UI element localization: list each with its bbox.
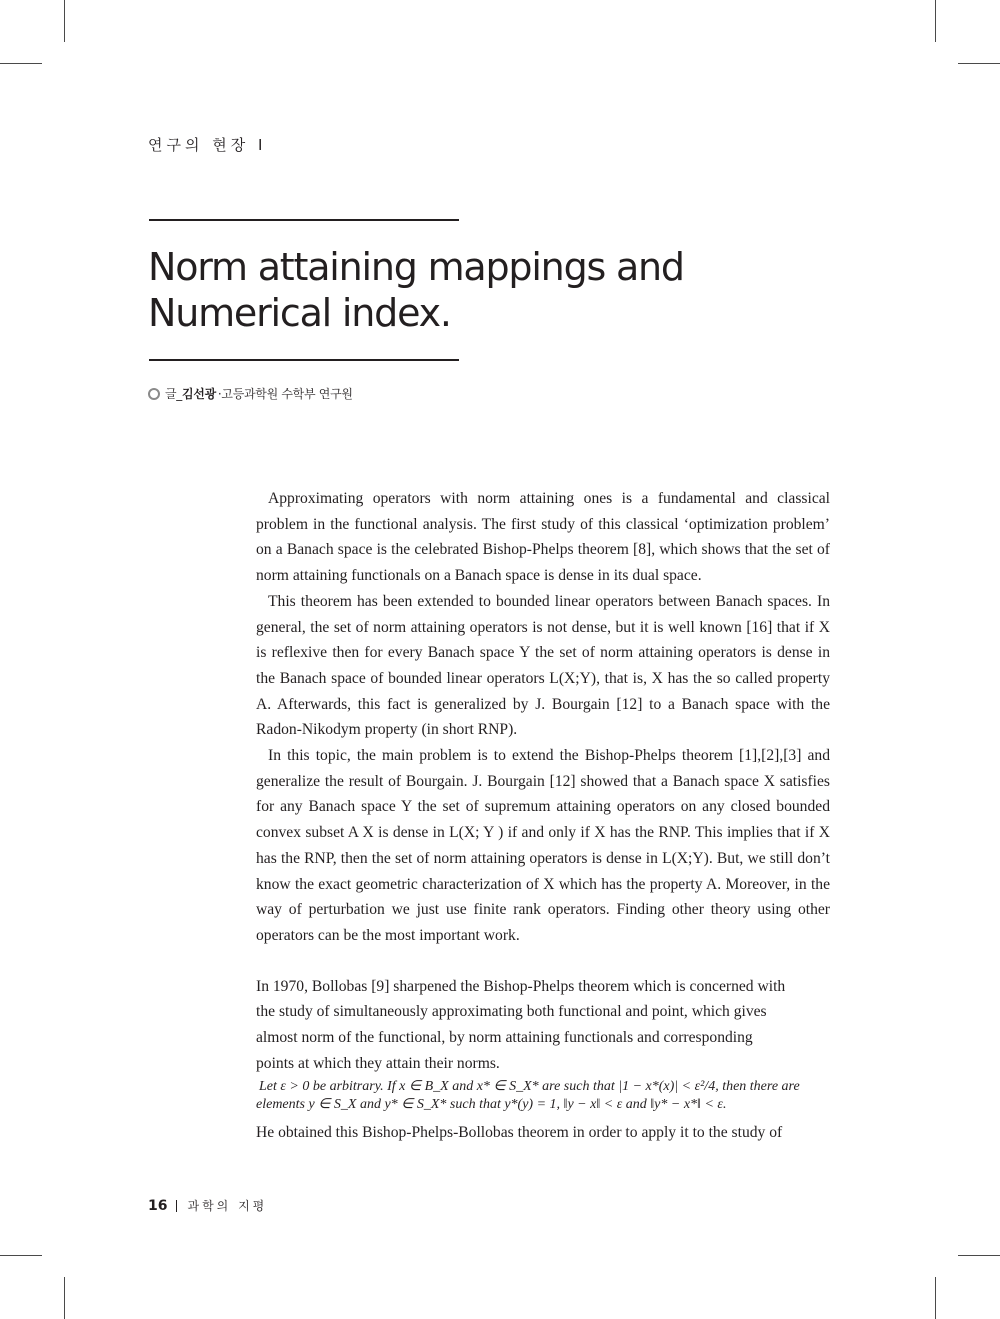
magazine-title: 과학의 지평 — [187, 1199, 268, 1213]
page-footer — [148, 1197, 267, 1214]
crop-mark-top-left-vertical — [64, 0, 65, 42]
crop-mark-bottom-left-horizontal — [0, 1255, 42, 1256]
theorem-statement — [256, 1078, 830, 1114]
footer-separator — [176, 1200, 177, 1212]
body-paragraph-1: Approximating operators with norm attaining ones is a fundamental and classical problem in the functional analysis. The first study of this classical ‘optimization problem’ on a Banach space is the celebrated Bishop-Phelps theorem [8], which shows that the set of norm attaining functionals on a Banach space is dense in its dual space. — [256, 490, 830, 585]
byline — [148, 385, 353, 402]
title-rule-bottom — [149, 359, 459, 361]
crop-mark-bottom-left-vertical — [64, 1277, 65, 1319]
bullet-circle-icon — [148, 388, 160, 400]
crop-mark-bottom-right-horizontal — [958, 1255, 1000, 1256]
theorem-line-2: elements y ∈ S_X and y* ∈ S_X* such that y*(y) = 1, ‖y − x‖ < ε and ‖y* − x*‖ < ε. — [256, 1097, 727, 1113]
body-paragraph-3: In this topic, the main problem is to extend the Bishop-Phelps theorem [1],[2],[3] and generalize the result of Bourgain. J. Bourgain [12] showed that a Banach space X satisfies for any Banach space Y the set of supremum attaining operators on any closed bounded convex subset A X is dense in L(X; Y ) if and only if X has the RNP. This implies that if X has the RNP, then the set of norm attaining operators is dense in L(X;Y). But, we still don’t know the exact geometric characterization of X which has the property A. Moreover, in the way of perturbation we just use finite rank operators. Finding other theory using other operators can be the most important work. — [256, 747, 830, 944]
crop-mark-top-right-horizontal — [958, 63, 1000, 64]
title-rule-top — [149, 219, 459, 221]
crop-mark-top-right-vertical — [935, 0, 936, 42]
theorem-line-1: Let ε > 0 be arbitrary. If x ∈ B_X and x* ∈ S_X* are such that |1 − x*(x)| < ε²/4, then there are — [259, 1079, 800, 1095]
closing-paragraph: He obtained this Bishop-Phelps-Bollobas theorem in order to apply it to the study of — [256, 1124, 783, 1142]
byline-prefix: 글_ — [165, 387, 182, 401]
author-name: 김선광 — [182, 387, 216, 401]
crop-mark-bottom-right-vertical — [935, 1277, 936, 1319]
article-title-line-2: Numerical index. — [148, 291, 451, 335]
article-body — [256, 486, 830, 1146]
page-number: 16 — [148, 1197, 168, 1214]
section-label: 연구의 현장 I — [148, 136, 267, 154]
crop-mark-top-left-horizontal — [0, 63, 42, 64]
bollobas-paragraph: In 1970, Bollobas [9] sharpened the Bishop-Phelps theorem which is concerned with the study of simultaneously approximating both functional and point, which gives almost norm of the functional, by norm attaining functionals and corresponding points at which they attain their norms. — [256, 977, 786, 1072]
article-title-line-1: Norm attaining mappings and — [148, 245, 684, 289]
author-affiliation: ·고등과학원 수학부 연구원 — [217, 387, 353, 401]
body-paragraph-2: This theorem has been extended to bounded linear operators between Banach spaces. In general, the set of norm attaining operators is not dense, but it is well known [16] that if X is reflexive then for every Banach space Y the set of norm attaining operators is dense in the Banach space of bounded linear operators L(X;Y), that is, X has the so called property A. Afterwards, this fact is generalized by J. Bourgain [12] to a Banach space with the Radon-Nikodym property (in short RNP). — [256, 592, 830, 739]
article-title — [148, 244, 684, 336]
